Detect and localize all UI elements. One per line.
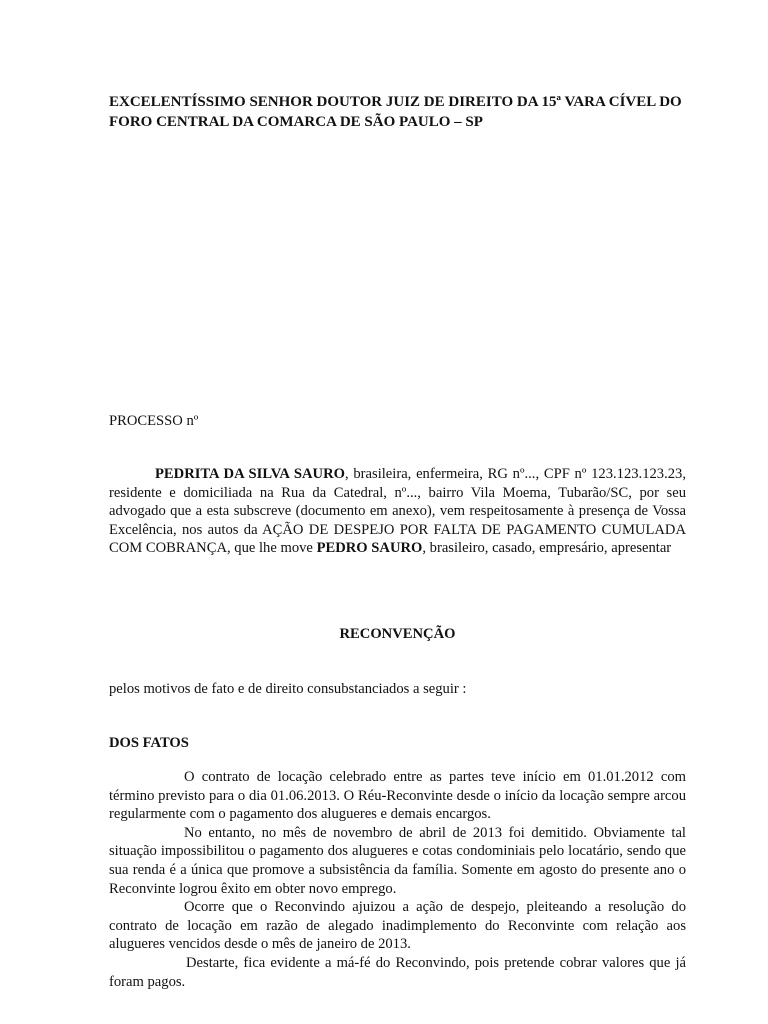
facts-paragraph: Ocorre que o Reconvindo ajuizou a ação de despejo, pleiteando a resolução do contrato de locação em razão de alegado inadimplemento do Reconvinte com relação aos alugueres vencidos desde o mês de janeiro de 2013. xyxy=(109,899,686,953)
section-title-facts: DOS FATOS xyxy=(109,735,189,751)
document-title: RECONVENÇÃO xyxy=(339,626,456,642)
motives-line: pelos motivos de fato e de direito consubstanciados a seguir : xyxy=(109,681,467,697)
facts-section xyxy=(109,768,686,991)
qualification-text-end: , brasileiro, casado, empresário, apresentar xyxy=(422,540,672,557)
plaintiff-name: PEDRITA DA SILVA SAURO xyxy=(155,466,345,482)
process-number-label: PROCESSO nº xyxy=(109,413,199,429)
qualification-text: , brasileira, enfermeira, RG nº..., CPF nº 123.123.123.23, residente e domiciliada na Rua da Catedral, nº..., bairro Vila Moema, Tubarão/SC, por seu advogado que a esta subscreve (documento em anexo), vem respeitosamente à presença de Vossa Excelência, nos autos da AÇÃO DE DESPEJO POR FALTA DE PAGAMENTO CUMULADA COM COBRANÇA, que lhe move xyxy=(109,466,686,557)
facts-paragraph: Destarte, fica evidente a má-fé do Reconvindo, pois pretende cobrar valores que já foram pagos. xyxy=(109,954,686,990)
document-heading: EXCELENTÍSSIMO SENHOR DOUTOR JUIZ DE DIREITO DA 15ª VARA CÍVEL DO FORO CENTRAL DA COMARCA DE SÃO PAULO – SP xyxy=(109,94,682,130)
facts-paragraph: No entanto, no mês de novembro de abril de 2013 foi demitido. Obviamente tal situação impossibilitou o pagamento dos alugueres e cotas condominiais pelo locatário, sendo que sua renda é a única que promove a subsistência da família. Somente em agosto do presente ano o Reconvinte logrou êxito em obter novo emprego. xyxy=(109,824,686,897)
qualification-paragraph xyxy=(109,465,686,558)
opponent-name: PEDRO SAURO xyxy=(316,540,423,557)
facts-paragraph: O contrato de locação celebrado entre as partes teve início em 01.01.2012 com término previsto para o dia 01.06.2013. O Réu-Reconvinte desde o início da locação sempre arcou regularmente com o pagamento dos alugueres e demais encargos. xyxy=(109,769,686,823)
